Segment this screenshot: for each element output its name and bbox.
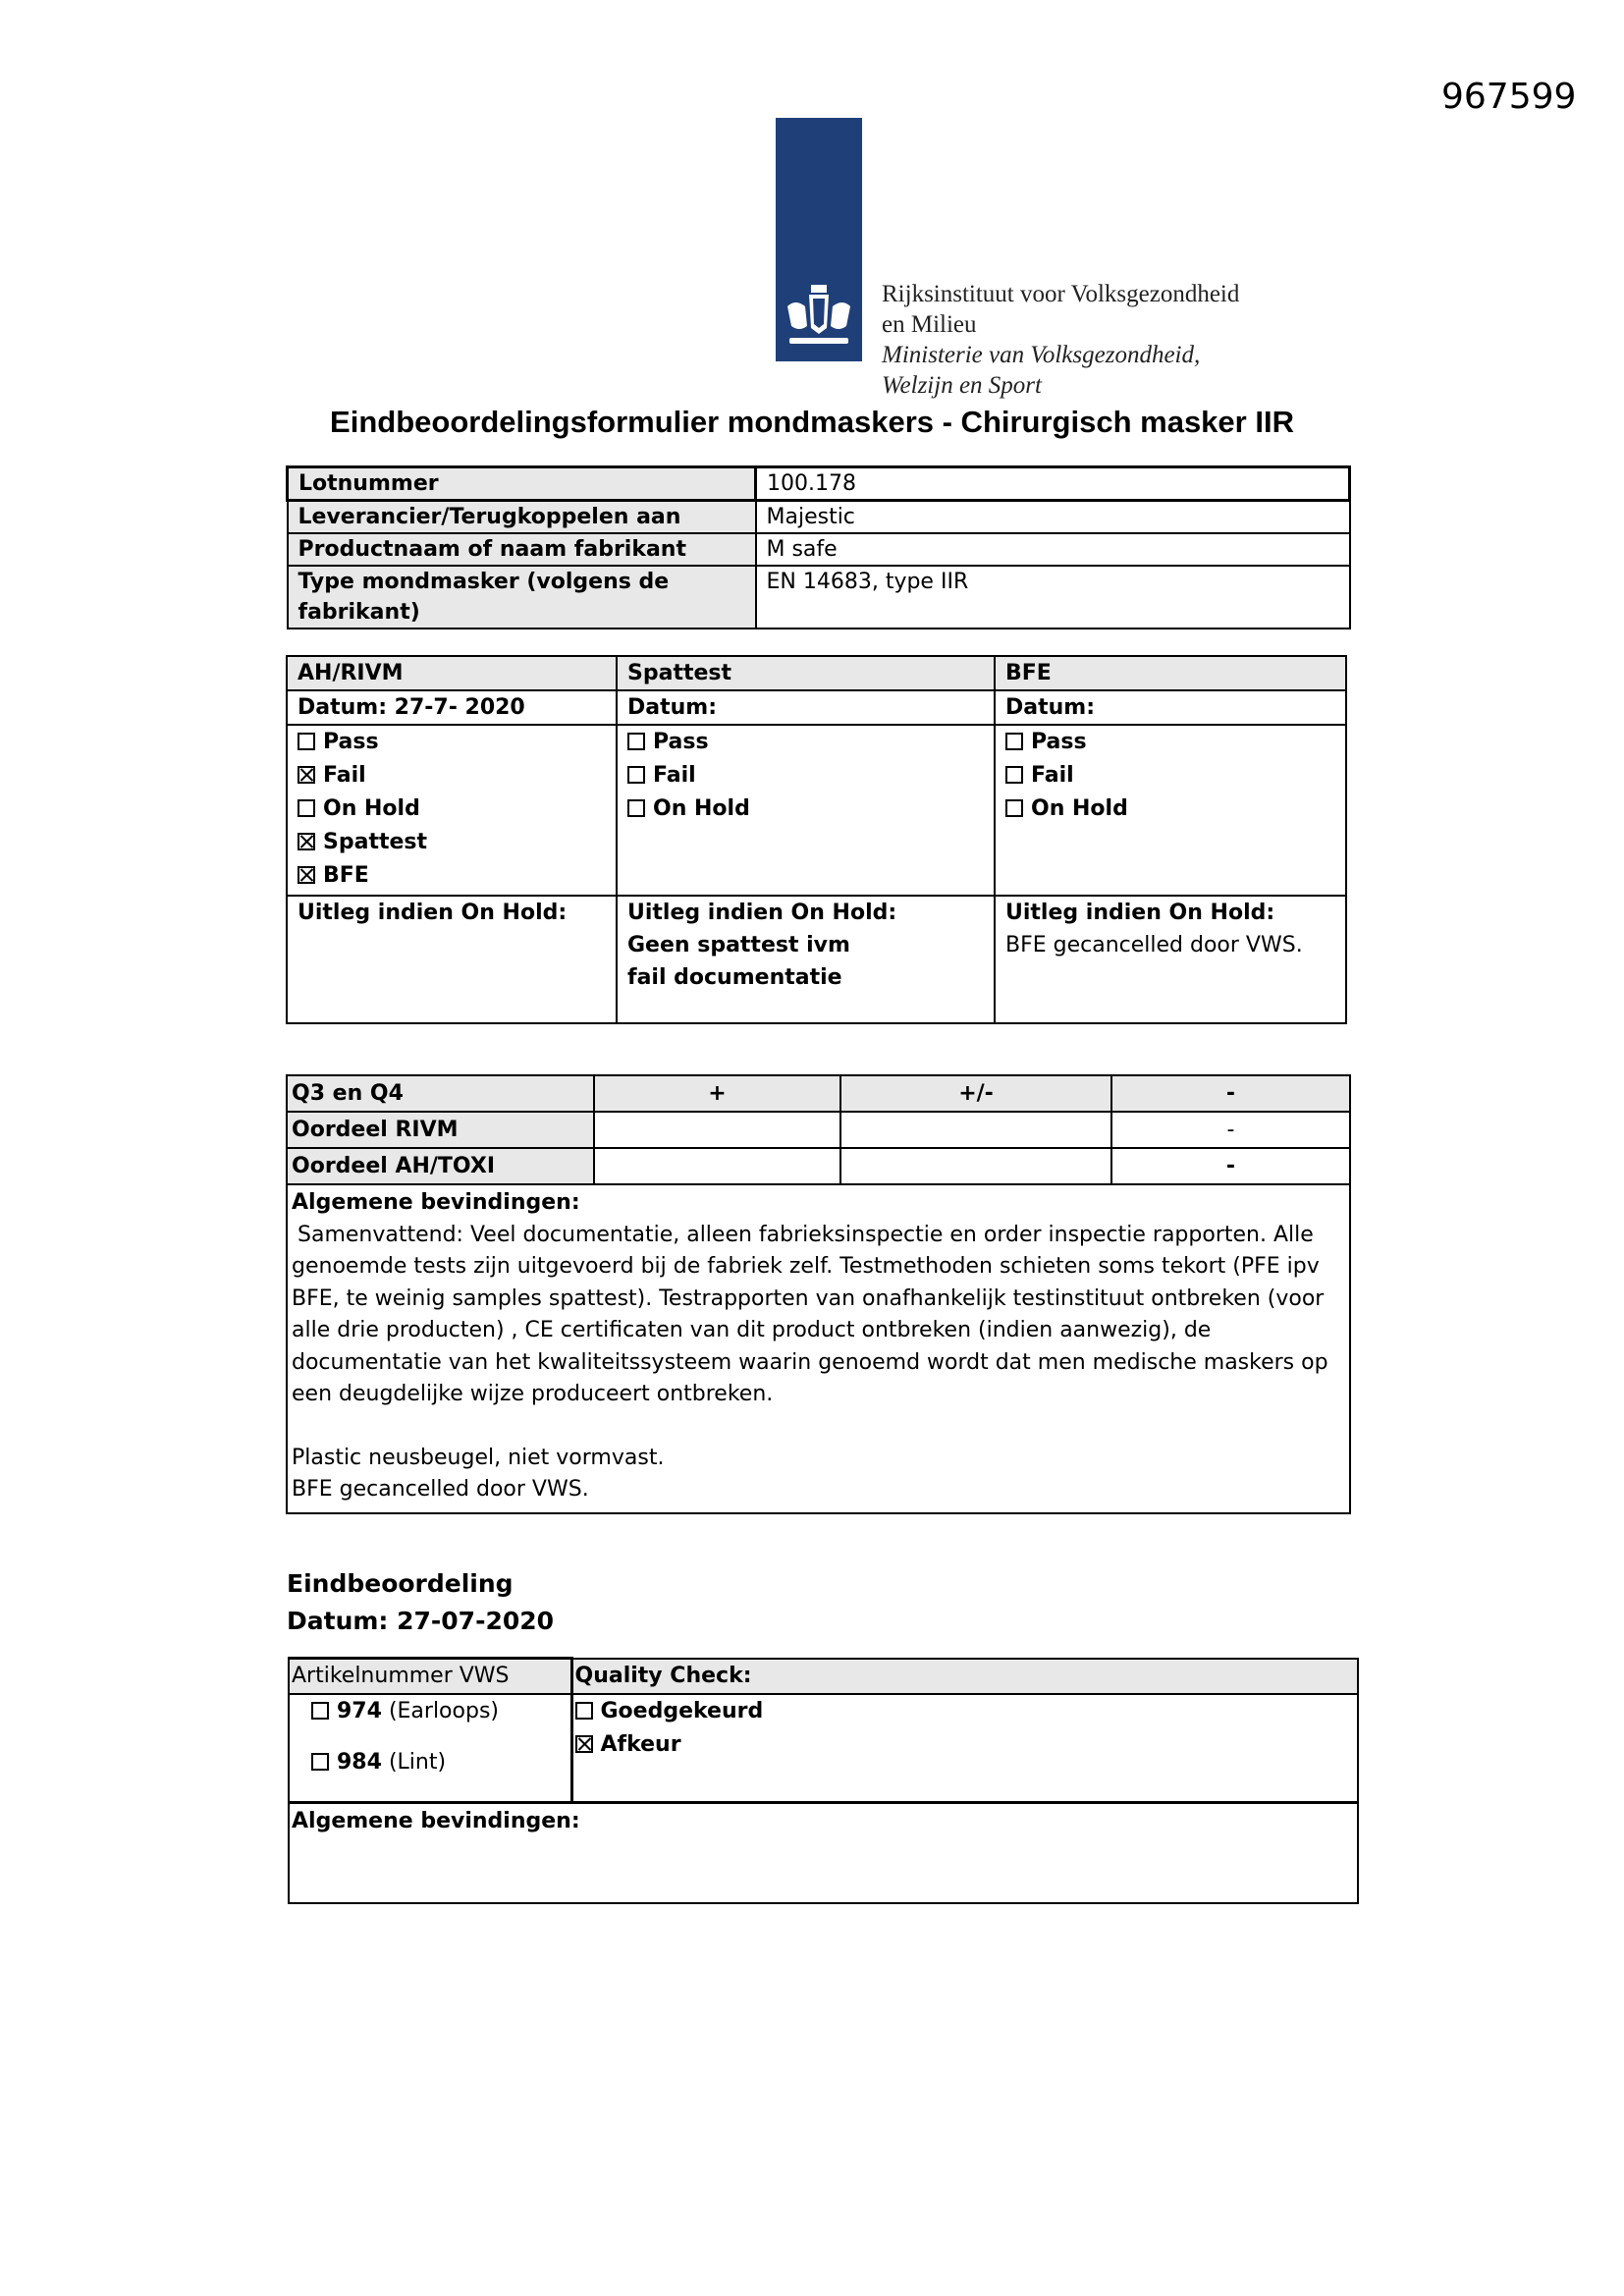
- checkbox-pass-icon[interactable]: [627, 733, 645, 750]
- table-row: [287, 1184, 1350, 1513]
- options-ah-rivm: [287, 725, 617, 896]
- header-ah-rivm: AH/RIVM: [287, 656, 617, 690]
- label-type-mondmasker: Type mondmasker (volgens de fabrikant): [288, 566, 756, 629]
- checkbox-984-icon[interactable]: [311, 1753, 329, 1771]
- article-desc: (Lint): [388, 1750, 447, 1775]
- label-oordeel-rivm: Oordeel RIVM: [287, 1112, 594, 1148]
- header-spattest: Spattest: [617, 656, 995, 690]
- article-number: 974: [337, 1699, 382, 1723]
- cell-minus: -: [1111, 1148, 1350, 1184]
- checkbox-pass-icon[interactable]: [1005, 733, 1023, 750]
- option-label: On Hold: [653, 796, 750, 821]
- final-heading: Eindbeoordeling: [287, 1569, 514, 1598]
- table-row: [288, 501, 1350, 534]
- checkbox-974-icon[interactable]: [311, 1702, 329, 1720]
- value-lotnummer: 100.178: [756, 467, 1350, 501]
- header-minus: -: [1111, 1075, 1350, 1112]
- q3-q4-table: [286, 1074, 1351, 1514]
- options-bfe: [995, 725, 1346, 896]
- final-assessment-heading: [287, 1565, 554, 1640]
- cell-plus: [594, 1148, 840, 1184]
- table-row: [287, 1112, 1350, 1148]
- checkbox-checked-spattest-icon[interactable]: [298, 833, 315, 850]
- explain-text: BFE gecancelled door VWS.: [1005, 933, 1303, 957]
- checkbox-pass-icon[interactable]: [298, 733, 315, 750]
- checkbox-checked-afkeur-icon[interactable]: [575, 1735, 593, 1753]
- header-quality-check: Quality Check:: [571, 1659, 1358, 1695]
- header-plus-minus: +/-: [840, 1075, 1111, 1112]
- table-row: [287, 690, 1346, 725]
- checkbox-on-hold-icon[interactable]: [298, 799, 315, 817]
- table-row: [289, 1659, 1358, 1695]
- article-options: [289, 1694, 571, 1803]
- option-label: Afkeur: [600, 1732, 681, 1757]
- checkbox-fail-icon[interactable]: [1005, 766, 1023, 784]
- quality-check-options: [571, 1694, 1358, 1803]
- table-row: [289, 1694, 1358, 1803]
- table-row: [287, 725, 1346, 896]
- header-artikelnummer: Artikelnummer VWS: [289, 1659, 571, 1695]
- table-row: [287, 1075, 1350, 1112]
- org-line-3: Ministerie van Volksgezondheid,: [882, 342, 1201, 368]
- checkbox-goedgekeurd-icon[interactable]: [575, 1702, 593, 1720]
- option-label: Pass: [1031, 730, 1087, 754]
- findings-note: BFE gecancelled door VWS.: [292, 1477, 589, 1502]
- checkbox-checked-fail-icon[interactable]: [298, 766, 315, 784]
- explain-ah-rivm: [287, 896, 617, 1023]
- table-row: [288, 533, 1350, 566]
- table-row: [289, 1803, 1358, 1904]
- value-productnaam: M safe: [756, 533, 1350, 566]
- option-label: Pass: [653, 730, 709, 754]
- value-leverancier: Majestic: [756, 501, 1350, 534]
- info-table: [286, 465, 1351, 629]
- organisation-name: [882, 279, 1239, 401]
- options-spattest: [617, 725, 995, 896]
- header-q3-q4: Q3 en Q4: [287, 1075, 594, 1112]
- org-line-2: en Milieu: [882, 311, 977, 338]
- table-row: [287, 656, 1346, 690]
- header-plus: +: [594, 1075, 840, 1112]
- org-line-1: Rijksinstituut voor Volksgezondheid: [882, 281, 1240, 307]
- explain-label: Uitleg indien On Hold:: [298, 901, 568, 925]
- option-label: Goedgekeurd: [600, 1699, 764, 1723]
- table-row: [288, 467, 1350, 501]
- article-desc: (Earloops): [388, 1699, 499, 1723]
- table-row: [288, 566, 1350, 629]
- label-productnaam: Productnaam of naam fabrikant: [288, 533, 756, 566]
- findings-summary: Samenvattend: Veel documentatie, alleen fabrieksinspectie en order inspectie rapporten. Alle genoemde tests zijn uitgevoerd bij de fabriek zelf. Testmethoden schieten soms tekort (PFE ipv BFE, te weinig samples spattest). Testrapporten van onafhankelijk testinstituut ontbreken (voor alle drie producten) , CE certificaten van dit product ontbreken (indien aanwezig), de documentatie van het kwaliteitssysteem waarin genoemd wordt dat men medische maskers op een deugdelijke wijze produceert ontbreken.: [292, 1222, 1328, 1406]
- date-bfe: Datum:: [995, 690, 1346, 725]
- option-label: Fail: [653, 763, 696, 788]
- option-label: Pass: [323, 730, 379, 754]
- explain-text: Geen spattest ivm fail documentatie: [627, 933, 850, 990]
- checkbox-checked-bfe-icon[interactable]: [298, 866, 315, 884]
- cell-plus-minus: [840, 1148, 1111, 1184]
- option-label: Fail: [1031, 763, 1074, 788]
- findings-cell: [287, 1184, 1350, 1513]
- checkbox-on-hold-icon[interactable]: [627, 799, 645, 817]
- final-findings-label: Algemene bevindingen:: [289, 1803, 1358, 1904]
- option-label: BFE: [323, 863, 369, 888]
- label-oordeel-ah-toxi: Oordeel AH/TOXI: [287, 1148, 594, 1184]
- document-id: 967599: [1441, 77, 1577, 117]
- page-title: Eindbeoordelingsformulier mondmaskers - Chirurgisch masker IIR: [330, 405, 1294, 439]
- option-label: On Hold: [1031, 796, 1128, 821]
- date-spattest: Datum:: [617, 690, 995, 725]
- final-date: Datum: 27-07-2020: [287, 1607, 555, 1635]
- checkbox-fail-icon[interactable]: [627, 766, 645, 784]
- explain-label: Uitleg indien On Hold:: [627, 901, 897, 925]
- header-bfe: BFE: [995, 656, 1346, 690]
- checkbox-on-hold-icon[interactable]: [1005, 799, 1023, 817]
- value-type-mondmasker: EN 14683, type IIR: [756, 566, 1350, 629]
- final-table: [288, 1657, 1359, 1904]
- explain-bfe: [995, 896, 1346, 1023]
- findings-note: Plastic neusbeugel, niet vormvast.: [292, 1445, 665, 1470]
- cell-plus-minus: [840, 1112, 1111, 1148]
- explain-label: Uitleg indien On Hold:: [1005, 901, 1275, 925]
- explain-spattest: [617, 896, 995, 1023]
- option-label: On Hold: [323, 796, 420, 821]
- assessment-table: [286, 655, 1347, 1024]
- cell-minus: -: [1111, 1112, 1350, 1148]
- cell-plus: [594, 1112, 840, 1148]
- org-line-4: Welzijn en Sport: [882, 372, 1042, 399]
- article-number: 984: [337, 1750, 382, 1775]
- date-ah-rivm: Datum: 27-7- 2020: [287, 690, 617, 725]
- findings-label: Algemene bevindingen:: [292, 1190, 580, 1215]
- table-row: [287, 1148, 1350, 1184]
- label-lotnummer: Lotnummer: [288, 467, 756, 501]
- royal-coat-of-arms-icon: [782, 277, 856, 352]
- option-label: Spattest: [323, 830, 428, 854]
- label-leverancier: Leverancier/Terugkoppelen aan: [288, 501, 756, 534]
- option-label: Fail: [323, 763, 366, 788]
- table-row: [287, 896, 1346, 1023]
